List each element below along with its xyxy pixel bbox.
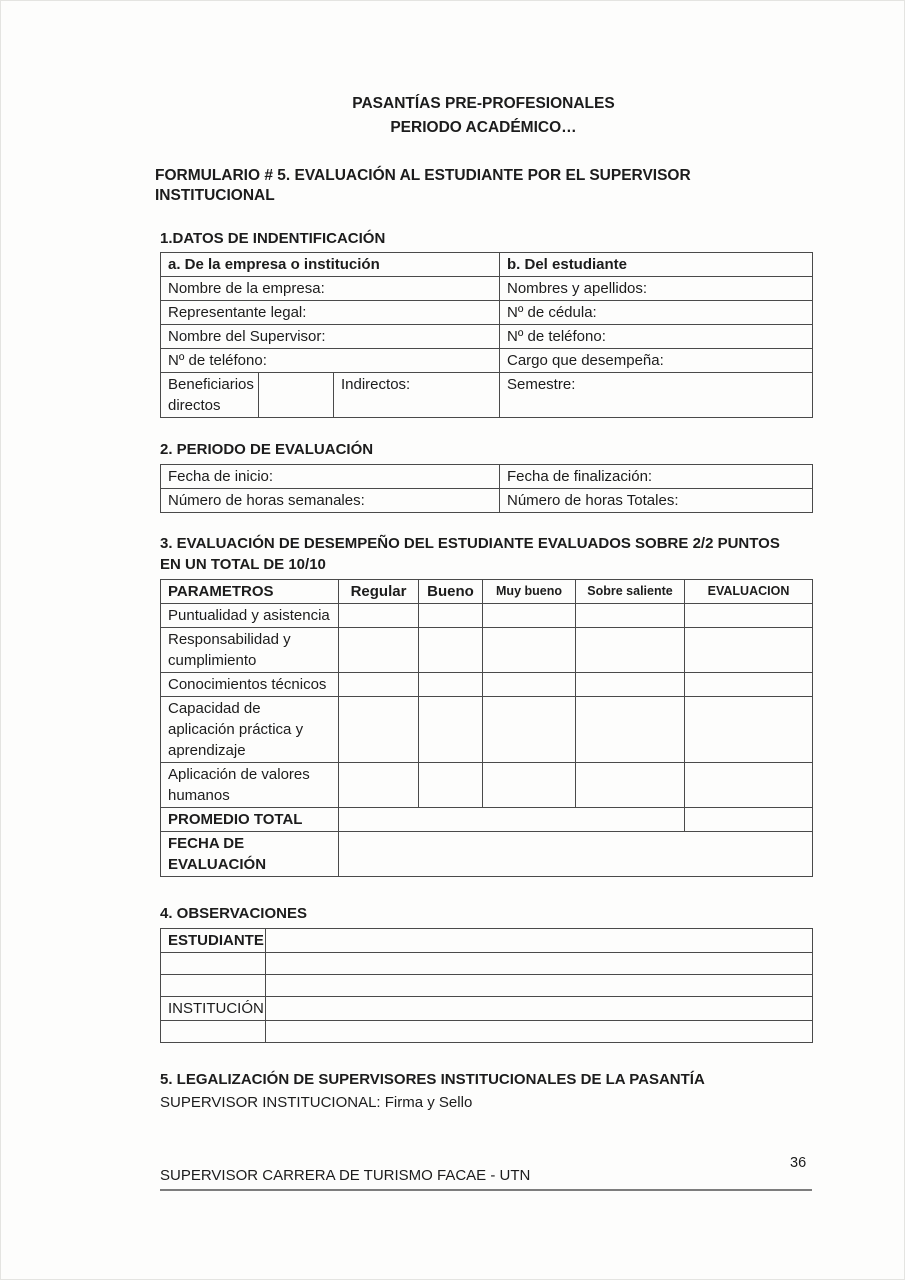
weekly-hours-label: Número de horas semanales:: [161, 489, 500, 513]
direct-beneficiaries-label: Beneficiarios directos: [161, 373, 259, 418]
evaluacion-header: EVALUACION: [685, 580, 813, 604]
score-cell: [685, 604, 813, 628]
start-date-label: Fecha de inicio:: [161, 465, 500, 489]
student-phone-label: Nº de teléfono:: [500, 325, 813, 349]
parameters-header: PARAMETROS: [161, 580, 339, 604]
table-row: [161, 953, 813, 975]
document-content: [155, 92, 812, 1191]
score-cell: [576, 604, 685, 628]
fecha-value-cell: [339, 832, 813, 877]
table-row: [161, 808, 813, 832]
institucion-label: INSTITUCIÓN: [161, 997, 266, 1021]
parameter-label: Responsabilidad y cumplimiento: [161, 628, 339, 673]
indirect-beneficiaries-label: Indirectos:: [334, 373, 500, 418]
score-cell: [339, 628, 419, 673]
direct-beneficiaries-value-cell: [259, 373, 334, 418]
supervisor-carrera-signature-line: SUPERVISOR CARRERA DE TURISMO FACAE - UTN: [160, 1165, 812, 1191]
observation-cell: [266, 953, 813, 975]
estudiante-label: ESTUDIANTE: [161, 929, 266, 953]
score-cell: [419, 604, 483, 628]
id-number-label: Nº de cédula:: [500, 301, 813, 325]
table-header-row: [161, 580, 813, 604]
score-cell: [576, 673, 685, 697]
table-row: [161, 604, 813, 628]
muy-bueno-header: Muy bueno: [483, 580, 576, 604]
score-cell: [339, 697, 419, 763]
performance-evaluation-table: [160, 579, 813, 877]
score-cell: [419, 673, 483, 697]
observation-cell: [266, 997, 813, 1021]
title-line-1: PASANTÍAS PRE-PROFESIONALES: [352, 95, 615, 112]
company-name-label: Nombre de la empresa:: [161, 277, 500, 301]
end-date-label: Fecha de finalización:: [500, 465, 813, 489]
section2-heading: 2. PERIODO DE EVALUACIÓN: [160, 441, 374, 458]
score-cell: [419, 697, 483, 763]
table-row: [161, 1021, 813, 1043]
table-row: [161, 628, 813, 673]
score-cell: [576, 763, 685, 808]
observation-cell: [266, 929, 813, 953]
company-phone-label: Nº de teléfono:: [161, 349, 500, 373]
total-hours-label: Número de horas Totales:: [500, 489, 813, 513]
promedio-evaluacion-cell: [685, 808, 813, 832]
identification-table: [160, 252, 813, 418]
score-cell: [483, 697, 576, 763]
fecha-evaluacion-label: FECHA DE EVALUACIÓN: [161, 832, 339, 877]
score-cell: [483, 763, 576, 808]
parameter-label: Conocimientos técnicos: [161, 673, 339, 697]
score-cell: [576, 697, 685, 763]
score-cell: [685, 763, 813, 808]
table-row: [161, 929, 813, 953]
empty-label-cell: [161, 1021, 266, 1043]
parameter-label: Capacidad de aplicación práctica y aprendizaje: [161, 697, 339, 763]
promedio-total-label: PROMEDIO TOTAL: [161, 808, 339, 832]
parameter-label: Puntualidad y asistencia: [161, 604, 339, 628]
document-title: [155, 92, 812, 140]
score-cell: [419, 763, 483, 808]
parameter-label: Aplicación de valores humanos: [161, 763, 339, 808]
semester-label: Semestre:: [500, 373, 813, 418]
bueno-header: Bueno: [419, 580, 483, 604]
table-row: [161, 277, 813, 301]
score-cell: [483, 628, 576, 673]
score-cell: [685, 697, 813, 763]
table-row: [161, 832, 813, 877]
table-row: [161, 349, 813, 373]
score-cell: [339, 763, 419, 808]
table-row: [161, 975, 813, 997]
table-row: [161, 301, 813, 325]
page-number: 36: [790, 1155, 807, 1171]
score-cell: [685, 628, 813, 673]
table-row: [161, 489, 813, 513]
score-cell: [339, 604, 419, 628]
observations-table: [160, 928, 813, 1043]
supervisor-institucional-line: SUPERVISOR INSTITUCIONAL: Firma y Sello: [160, 1094, 473, 1111]
score-cell: [339, 673, 419, 697]
legal-representative-label: Representante legal:: [161, 301, 500, 325]
company-section-header: a. De la empresa o institución: [161, 253, 500, 277]
form-title: FORMULARIO # 5. EVALUACIÓN AL ESTUDIANTE POR EL SUPERVISOR INSTITUCIONAL: [155, 167, 691, 204]
score-cell: [483, 673, 576, 697]
position-label: Cargo que desempeña:: [500, 349, 813, 373]
supervisor-name-label: Nombre del Supervisor:: [161, 325, 500, 349]
section1-heading: 1.DATOS DE INDENTIFICACIÓN: [160, 230, 386, 247]
observation-cell: [266, 975, 813, 997]
student-names-label: Nombres y apellidos:: [500, 277, 813, 301]
evaluation-period-table: [160, 464, 813, 513]
empty-label-cell: [161, 953, 266, 975]
score-cell: [576, 628, 685, 673]
table-row: [161, 997, 813, 1021]
table-row: [161, 697, 813, 763]
section5-heading: 5. LEGALIZACIÓN DE SUPERVISORES INSTITUCIONALES DE LA PASANTÍA: [160, 1071, 705, 1088]
score-cell: [483, 604, 576, 628]
table-row: [161, 465, 813, 489]
table-row: [161, 253, 813, 277]
table-row: [161, 373, 813, 418]
score-cell: [419, 628, 483, 673]
empty-label-cell: [161, 975, 266, 997]
promedio-value-cell: [339, 808, 685, 832]
section4-heading: 4. OBSERVACIONES: [160, 905, 307, 922]
table-row: [161, 763, 813, 808]
sobresaliente-header: Sobre saliente: [576, 580, 685, 604]
regular-header: Regular: [339, 580, 419, 604]
student-section-header: b. Del estudiante: [500, 253, 813, 277]
score-cell: [685, 673, 813, 697]
table-row: [161, 673, 813, 697]
observation-cell: [266, 1021, 813, 1043]
section3-heading: 3. EVALUACIÓN DE DESEMPEÑO DEL ESTUDIANTE EVALUADOS SOBRE 2/2 PUNTOS EN UN TOTAL DE 10/10: [160, 535, 780, 573]
title-line-2: PERIODO ACADÉMICO…: [390, 119, 577, 136]
table-row: [161, 325, 813, 349]
